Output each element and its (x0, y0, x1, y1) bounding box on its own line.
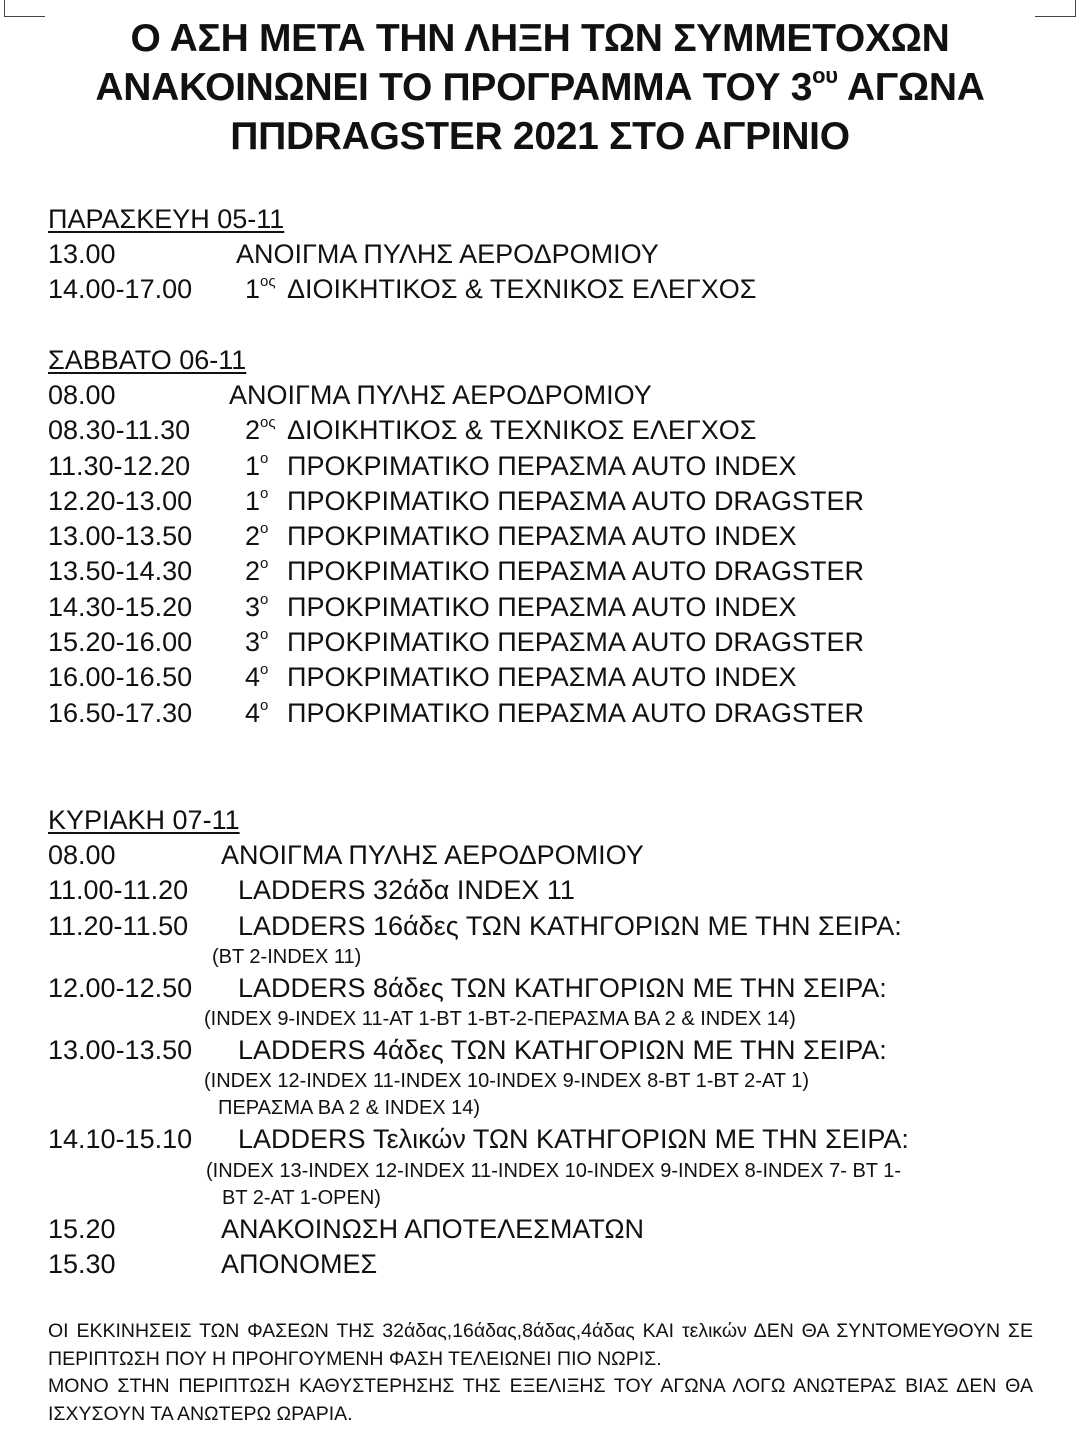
row-time: 11.00-11.20 (48, 875, 189, 906)
row-text: ΠΡΟΚΡΙΜΑΤΙΚΟ ΠΕΡΑΣΜΑ AUTO INDEX (287, 521, 797, 552)
ordinal-number: 3 (245, 627, 261, 658)
schedule-row (48, 696, 1048, 731)
category-order (48, 1068, 1048, 1095)
schedule-row (48, 1212, 1048, 1247)
schedule-row (48, 237, 1048, 272)
schedule-row (48, 909, 1048, 944)
row-text: LADDERS 8άδες ΤΩΝ ΚΑΤΗΓΟΡΙΩΝ ΜΕ ΤΗΝ ΣΕΙΡΑ: (238, 972, 887, 1003)
ordinal-number: 3 (245, 591, 261, 622)
row-time: 15.20 (48, 1213, 116, 1244)
row-text: ΑΝΟΙΓΜΑ ΠΥΛΗΣ ΑΕΡΟΔΡΟΜΙΟΥ (236, 239, 659, 269)
row-ordinal (245, 625, 268, 660)
row-time: 15.30 (48, 1249, 116, 1280)
title-line-1: Ο ΑΣΗ ΜΕΤΑ ΤΗΝ ΛΗΞΗ ΤΩΝ ΣΥΜΜΕΤΟΧΩΝ (130, 17, 950, 60)
category-order-text: ΠΕΡΑΣΜΑ ΒΑ 2 & INDEX 14) (218, 1097, 481, 1120)
schedule-row (48, 838, 1048, 873)
category-order (48, 944, 1048, 971)
ordinal-suffix: ο (260, 555, 269, 573)
category-order (48, 1185, 1048, 1212)
schedule-row (48, 449, 1048, 484)
ordinal-number: 1 (245, 485, 261, 516)
schedule-row (48, 413, 1048, 448)
row-time: 15.20-16.00 (48, 627, 193, 658)
schedule-row (48, 1122, 1048, 1157)
row-time: 14.10-15.10 (48, 1124, 193, 1155)
row-ordinal (245, 484, 268, 519)
ordinal-suffix: ο (260, 590, 269, 608)
row-text: ΑΝΟΙΓΜΑ ΠΥΛΗΣ ΑΕΡΟΔΡΟΜΙΟΥ (229, 380, 652, 410)
row-time: 08.00 (48, 840, 116, 870)
row-text: ΔΙΟΙΚΗΤΙΚΟΣ & ΤΕΧΝΙΚΟΣ ΕΛΕΓΧΟΣ (287, 415, 757, 446)
row-time: 11.30-12.20 (48, 450, 191, 481)
schedule-row (48, 1247, 1048, 1282)
title-line-2-end: ΑΓΩΝΑ (837, 66, 985, 109)
schedule-row (48, 272, 1048, 307)
friday-heading: ΠΑΡΑΣΚΕΥΗ 05-11 (48, 204, 285, 234)
title-line-2-sup: ου (812, 63, 838, 88)
ordinal-suffix: ο (260, 696, 269, 714)
row-text: ΠΡΟΚΡΙΜΑΤΙΚΟ ΠΕΡΑΣΜΑ AUTO DRAGSTER (287, 627, 864, 658)
row-text: LADDERS Τελικών ΤΩΝ ΚΑΤΗΓΟΡΙΩΝ ΜΕ ΤΗΝ ΣΕΙΡΑ: (238, 1124, 909, 1155)
row-ordinal (245, 696, 268, 731)
row-text: LADDERS 16άδες ΤΩΝ ΚΑΤΗΓΟΡΙΩΝ ΜΕ ΤΗΝ ΣΕΙΡΑ: (238, 910, 902, 941)
ordinal-suffix: ο (260, 484, 269, 502)
schedule-row (48, 873, 1048, 908)
ordinal-number: 1 (245, 450, 261, 481)
friday-section (48, 202, 1048, 308)
saturday-section (48, 343, 1048, 731)
ordinal-suffix: ο (260, 661, 269, 679)
note-paragraph-2: ΜΟΝΟ ΣΤΗΝ ΠΕΡΙΠΤΩΣΗ ΚΑΘΥΣΤΕΡΗΣΗΣ ΤΗΣ ΕΞΕΛΙΞΗΣ ΤΟΥ ΑΓΩΝΑ ΛΟΓΩ ΑΝΩΤΕΡΑΣ ΒΙΑΣ ΔΕΝ ΘΑ ΙΣΧΥΣΟΥΝ ΤΑ ΑΝΩΤΕΡΩ ΩΡΑΡΙΑ. (48, 1375, 1033, 1425)
row-time: 14.00-17.00 (48, 274, 193, 305)
ordinal-number: 4 (245, 697, 261, 728)
row-time: 08.00 (48, 380, 116, 410)
row-text: ΔΙΟΙΚΗΤΙΚΟΣ & ΤΕΧΝΙΚΟΣ ΕΛΕΓΧΟΣ (287, 274, 757, 305)
row-ordinal (245, 413, 276, 448)
ordinal-suffix: ο (260, 520, 269, 538)
category-order-text: (BT 2-INDEX 11) (212, 945, 362, 968)
sunday-heading: ΚΥΡΙΑΚΗ 07-11 (48, 805, 240, 835)
row-text: ΠΡΟΚΡΙΜΑΤΙΚΟ ΠΕΡΑΣΜΑ AUTO DRAGSTER (287, 485, 864, 516)
ordinal-suffix: ο (260, 626, 269, 644)
row-time: 13.50-14.30 (48, 556, 193, 587)
row-ordinal (245, 519, 268, 554)
title-line-2 (0, 63, 1080, 112)
row-text: ΠΡΟΚΡΙΜΑΤΙΚΟ ΠΕΡΑΣΜΑ AUTO DRAGSTER (287, 556, 864, 587)
ordinal-number: 2 (245, 521, 261, 552)
ordinal-number: 2 (245, 415, 261, 446)
row-ordinal (245, 590, 268, 625)
row-ordinal (245, 554, 268, 589)
category-order (48, 1158, 1048, 1185)
row-time: 14.30-15.20 (48, 591, 193, 622)
category-order-text: BT 2-AT 1-OPEN) (222, 1186, 381, 1209)
row-text: ΠΡΟΚΡΙΜΑΤΙΚΟ ΠΕΡΑΣΜΑ AUTO INDEX (287, 591, 797, 622)
ordinal-suffix: ος (260, 273, 276, 291)
schedule-row (48, 660, 1048, 695)
row-time: 13.00 (48, 239, 116, 269)
row-text: ΠΡΟΚΡΙΜΑΤΙΚΟ ΠΕΡΑΣΜΑ AUTO DRAGSTER (287, 697, 864, 728)
footer-note (48, 1318, 1033, 1428)
row-time: 11.20-11.50 (48, 910, 189, 941)
category-order (48, 1095, 1048, 1122)
row-time: 16.00-16.50 (48, 662, 193, 693)
schedule-row (48, 1033, 1048, 1068)
category-order-text: (INDEX 9-INDEX 11-AT 1-BT 1-BT-2-ΠΕΡΑΣΜΑ ΒΑ 2 & INDEX 14) (204, 1008, 796, 1031)
row-time: 13.00-13.50 (48, 521, 193, 552)
row-ordinal (245, 272, 276, 307)
title-line-2-text: ΑΝΑΚΟΙΝΩΝΕΙ ΤΟ ΠΡΟΓΡΑΜΜΑ ΤΟΥ 3 (95, 66, 813, 109)
row-text: ΠΡΟΚΡΙΜΑΤΙΚΟ ΠΕΡΑΣΜΑ AUTO INDEX (287, 450, 797, 481)
row-text: ΑΝΑΚΟΙΝΩΣΗ ΑΠΟΤΕΛΕΣΜΑΤΩΝ (221, 1213, 645, 1244)
schedule-row (48, 484, 1048, 519)
ordinal-number: 4 (245, 662, 261, 693)
saturday-heading: ΣΑΒΒΑΤΟ 06-11 (48, 345, 247, 375)
row-ordinal (245, 660, 268, 695)
schedule-row (48, 378, 1048, 413)
ordinal-suffix: ος (260, 414, 276, 432)
category-order (48, 1006, 1048, 1033)
row-text: LADDERS 4άδες ΤΩΝ ΚΑΤΗΓΟΡΙΩΝ ΜΕ ΤΗΝ ΣΕΙΡΑ: (238, 1035, 887, 1066)
row-text: LADDERS 32άδα INDEX 11 (238, 875, 575, 906)
row-ordinal (245, 449, 268, 484)
schedule-row (48, 971, 1048, 1006)
row-time: 16.50-17.30 (48, 697, 193, 728)
row-time: 12.20-13.00 (48, 485, 193, 516)
row-time: 12.00-12.50 (48, 972, 193, 1003)
row-text: ΠΡΟΚΡΙΜΑΤΙΚΟ ΠΕΡΑΣΜΑ AUTO INDEX (287, 662, 797, 693)
schedule-row (48, 519, 1048, 554)
row-text: ΑΝΟΙΓΜΑ ΠΥΛΗΣ ΑΕΡΟΔΡΟΜΙΟΥ (221, 840, 644, 870)
ordinal-number: 1 (245, 274, 261, 305)
document-title (0, 14, 1080, 161)
schedule-row (48, 625, 1048, 660)
category-order-text: (INDEX 13-INDEX 12-INDEX 11-INDEX 10-INDEX 9-INDEX 8-INDEX 7- BT 1- (206, 1159, 901, 1182)
schedule-row (48, 554, 1048, 589)
schedule-row (48, 590, 1048, 625)
category-order-text: (INDEX 12-INDEX 11-INDEX 10-INDEX 9-INDEX 8-BT 1-BT 2-AT 1) (204, 1070, 809, 1093)
note-paragraph-1: ΟΙ ΕΚΚΙΝΗΣΕΙΣ ΤΩΝ ΦΑΣΕΩΝ ΤΗΣ 32άδας,16άδας,8άδας,4άδας ΚΑΙ τελικών ΔΕΝ ΘΑ ΣΥΝΤΟΜΕΥΘΟΥΝ ΣΕ ΠΕΡΙΠΤΩΣΗ ΠΟΥ Η ΠΡΟΗΓΟΥΜΕΝΗ ΦΑΣΗ ΤΕΛΕΙΩΝΕΙ ΠΙΟ ΝΩΡΙΣ. (48, 1320, 1033, 1370)
ordinal-number: 2 (245, 556, 261, 587)
title-line-3: ΠΠDRAGSTER 2021 ΣΤΟ ΑΓΡΙΝΙΟ (230, 115, 850, 158)
ordinal-suffix: ο (260, 449, 269, 467)
row-text: ΑΠΟΝΟΜΕΣ (221, 1249, 378, 1280)
row-time: 08.30-11.30 (48, 415, 191, 446)
row-time: 13.00-13.50 (48, 1035, 193, 1066)
sunday-section (48, 803, 1048, 1282)
